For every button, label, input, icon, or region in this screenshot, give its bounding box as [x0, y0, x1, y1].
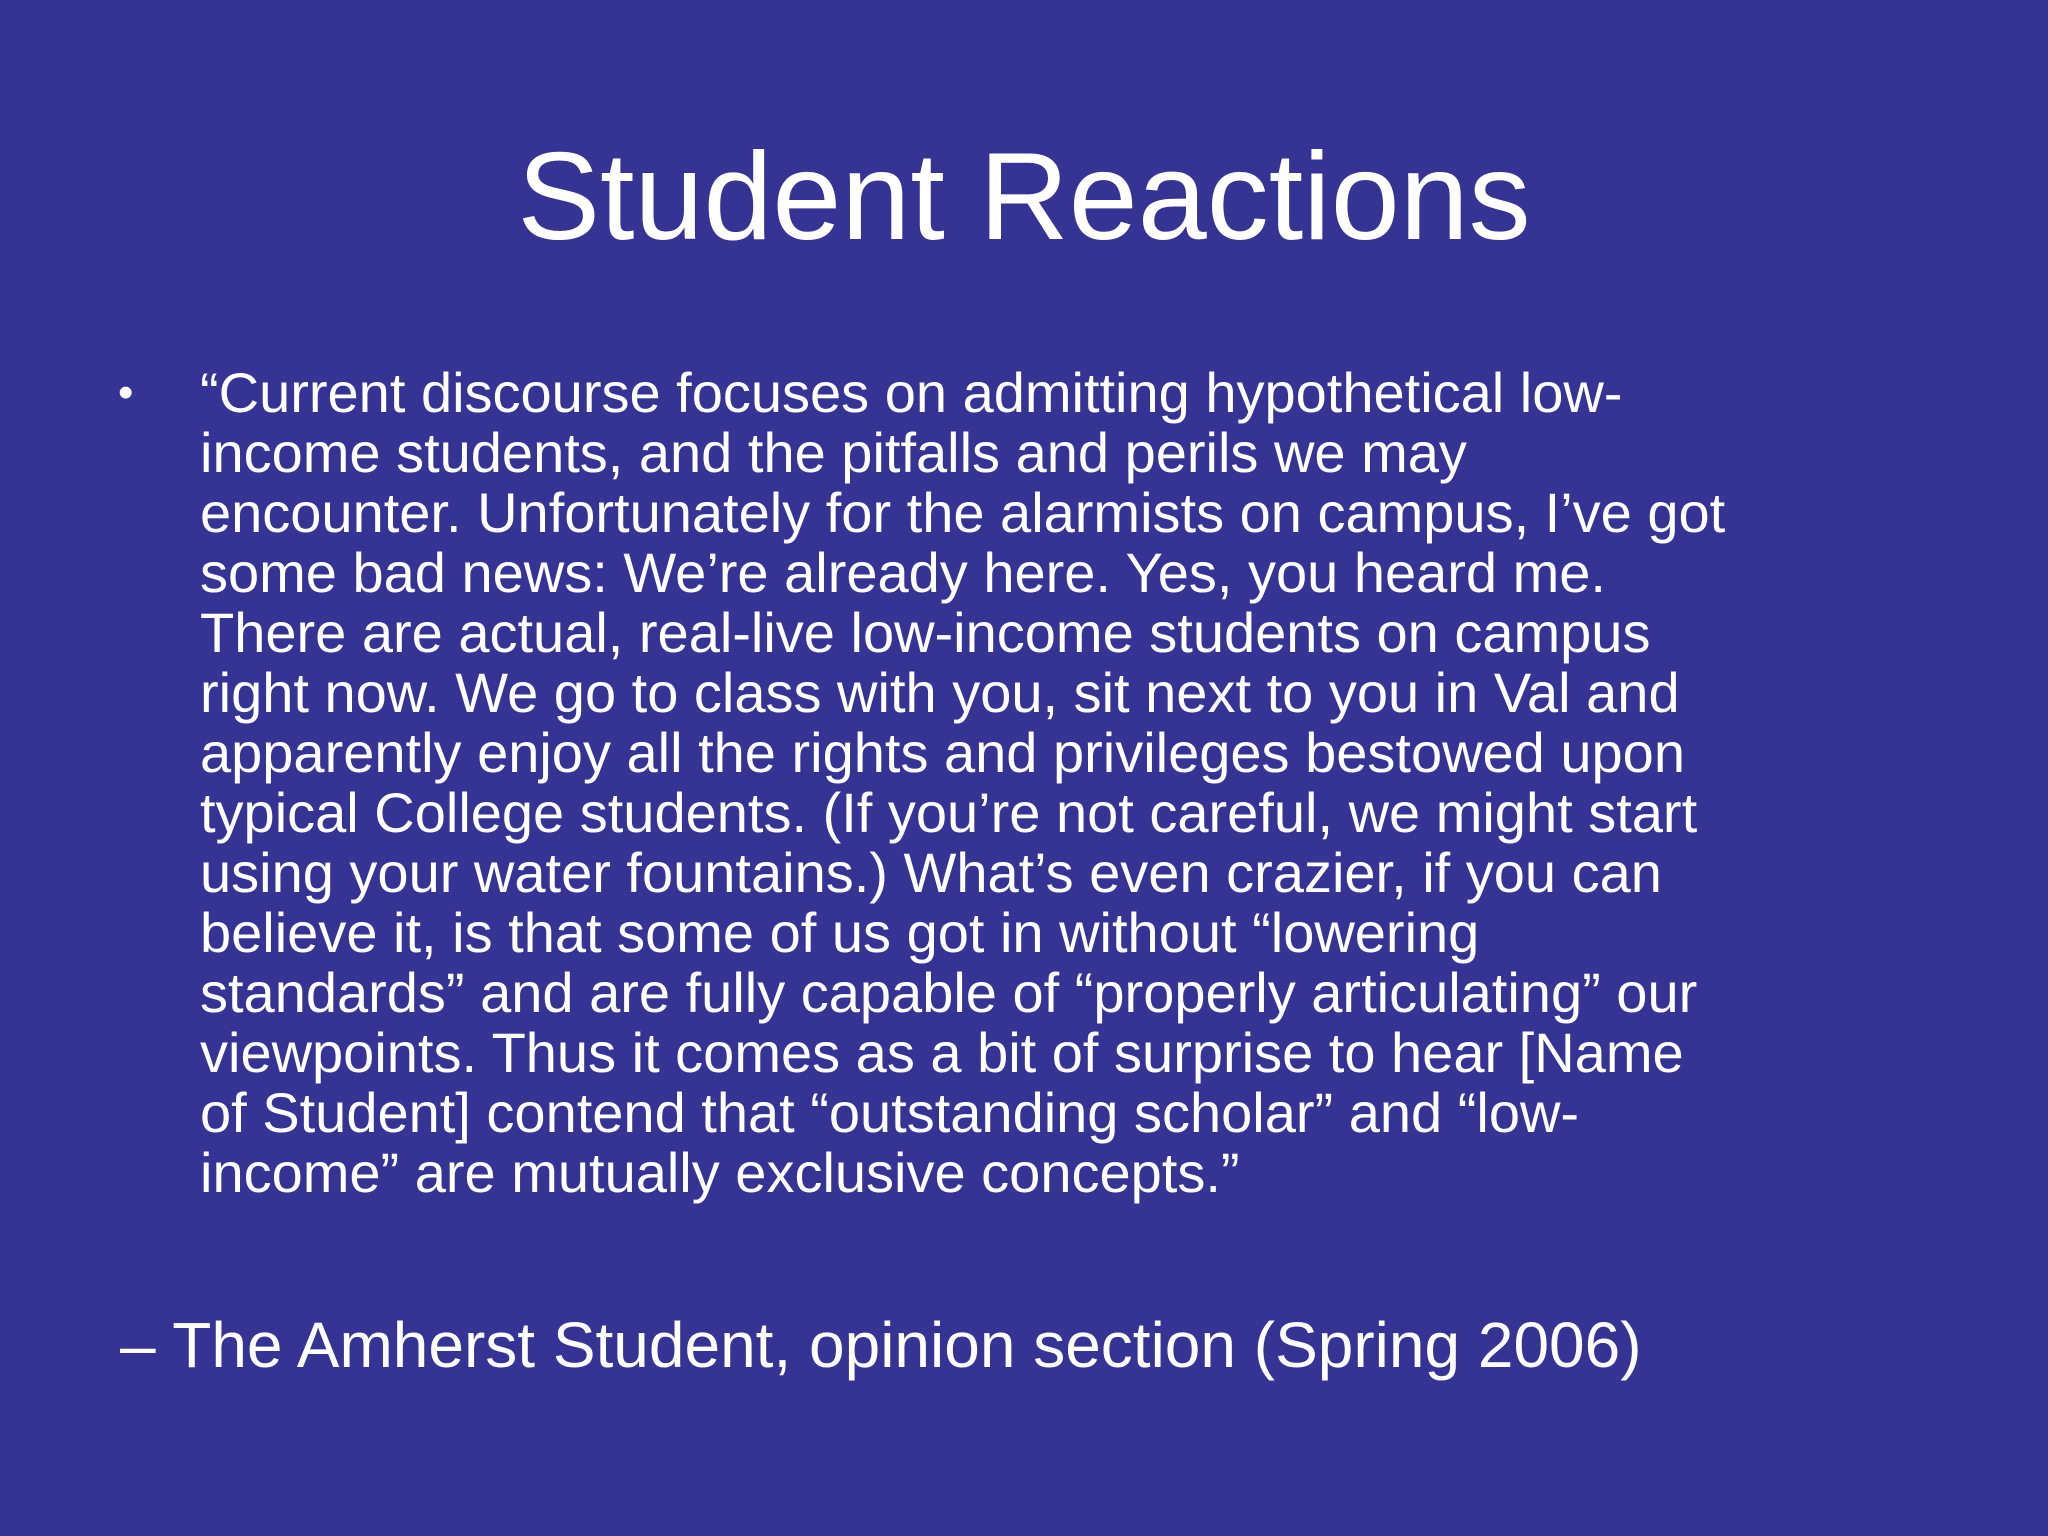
quote-line: encounter. Unfortunately for the alarmists on campus, I’ve got	[200, 481, 1726, 544]
quote-line: some bad news: We’re already here. Yes, you heard me.	[200, 541, 1606, 604]
quote-line: believe it, is that some of us got in without “lowering	[200, 901, 1480, 964]
quote-attribution: – The Amherst Student, opinion section (Spring 2006)	[120, 1309, 1642, 1381]
quote-line: typical College students. (If you’re not careful, we might start	[200, 781, 1698, 844]
quote-line: income students, and the pitfalls and perils we may	[200, 421, 1467, 484]
quote-line: of Student] contend that “outstanding scholar” and “low-	[200, 1081, 1580, 1144]
quote-line: right now. We go to class with you, sit next to you in Val and	[200, 661, 1680, 724]
quote-line: viewpoints. Thus it comes as a bit of surprise to hear [Name	[200, 1021, 1684, 1084]
quote-line: There are actual, real-live low-income students on campus	[200, 601, 1651, 664]
quote-text	[200, 363, 1948, 1203]
quote-line: apparently enjoy all the rights and privileges bestowed upon	[200, 721, 1685, 784]
quote-line: using your water fountains.) What’s even crazier, if you can	[200, 841, 1662, 904]
quote-line: income” are mutually exclusive concepts.”	[200, 1141, 1240, 1204]
quote-line: “Current discourse focuses on admitting hypothetical low-	[200, 361, 1623, 424]
quote-line: standards” and are fully capable of “properly articulating” our	[200, 961, 1698, 1024]
bullet-marker: •	[118, 368, 134, 417]
slide-title: Student Reactions	[517, 128, 1531, 266]
